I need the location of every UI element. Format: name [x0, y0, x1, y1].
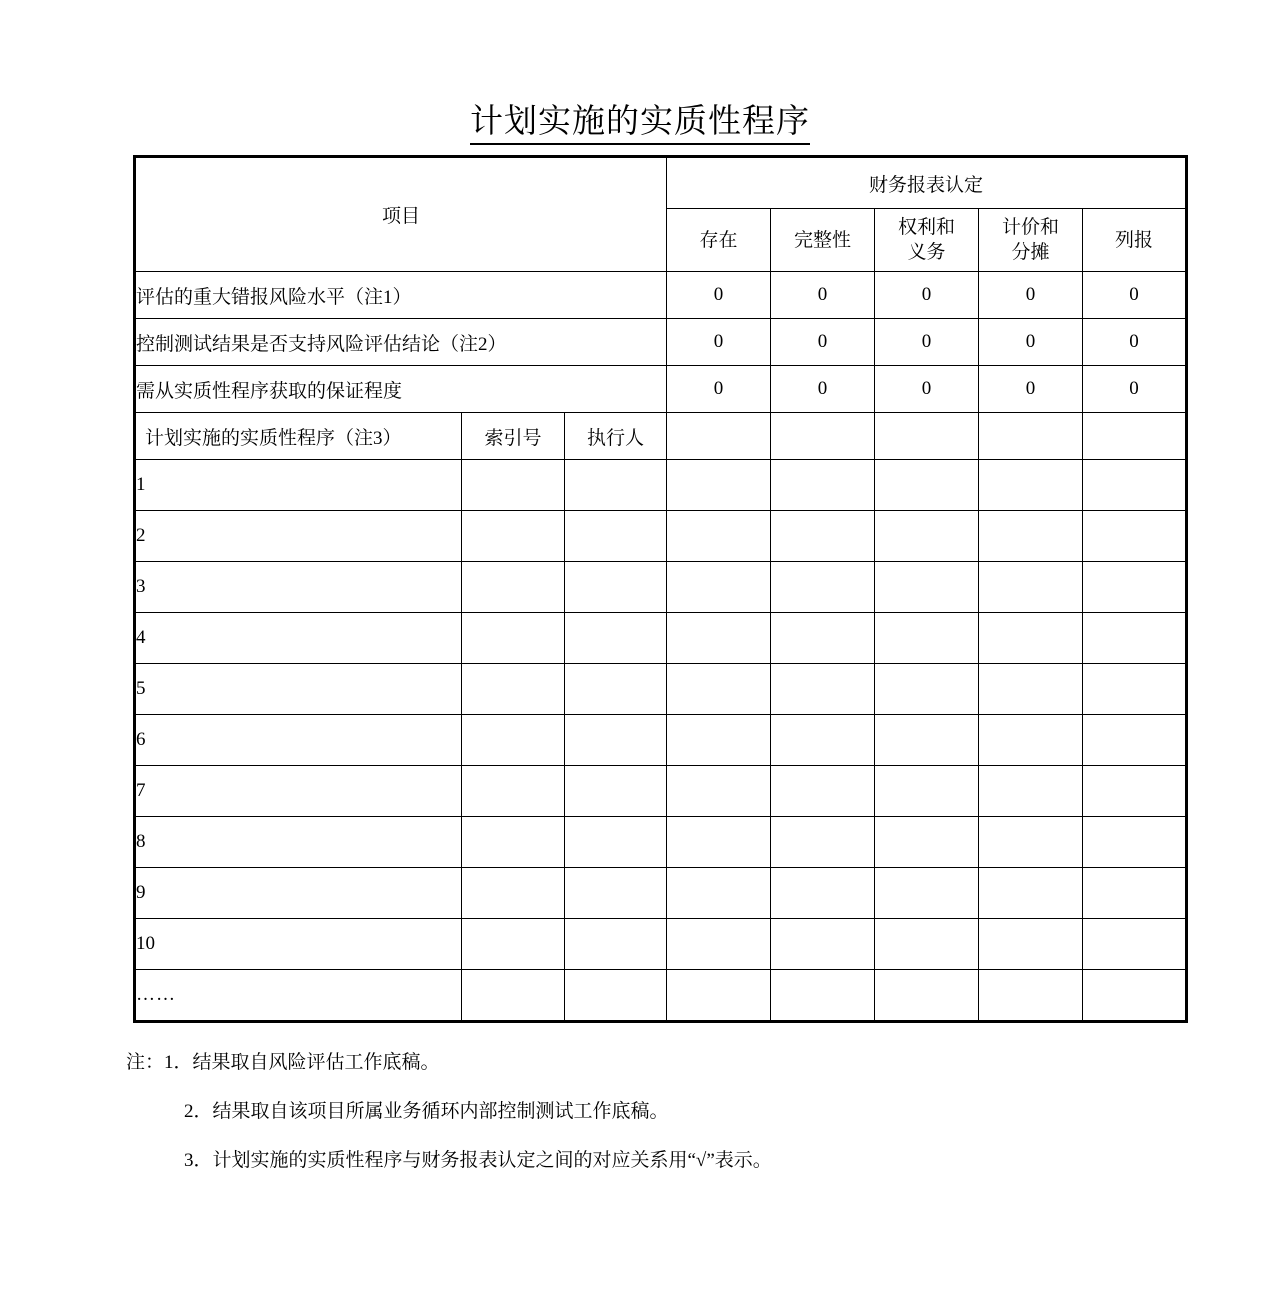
procedure-row-rights[interactable]: [875, 511, 979, 562]
procedure-row-valuation[interactable]: [979, 460, 1083, 511]
table-row: [135, 366, 1187, 413]
procedure-row-number[interactable]: 9: [135, 868, 462, 919]
procedure-row-valuation[interactable]: [979, 868, 1083, 919]
notes-label: 注：: [126, 1052, 165, 1073]
procedure-row-valuation[interactable]: [979, 766, 1083, 817]
procedure-row-existence[interactable]: [667, 511, 771, 562]
procedure-row-presentation[interactable]: [1083, 868, 1187, 919]
procedure-row-performer[interactable]: [565, 613, 667, 664]
row-label-control-test-support: 控制测试结果是否支持风险评估结论（注2）: [135, 319, 667, 366]
header-performer: 执行人: [565, 413, 667, 460]
procedure-row-existence[interactable]: [667, 460, 771, 511]
header-assertion-valuation-allocation: [979, 209, 1083, 272]
procedure-row-presentation[interactable]: [1083, 817, 1187, 868]
procedure-row-performer[interactable]: [565, 715, 667, 766]
procedure-row-rights[interactable]: [875, 664, 979, 715]
row-label-assessed-rmm: 评估的重大错报风险水平（注1）: [135, 272, 667, 319]
table-row: [135, 460, 1187, 511]
page-title-wrapper: [0, 102, 1280, 145]
cell-assessed-rmm-rights[interactable]: 0: [875, 272, 979, 319]
header-assertion-presentation-line1: 列报: [1115, 229, 1154, 251]
header-assertion-rights-obligations-line1: 权利和: [898, 217, 956, 238]
row-label-assurance-needed: 需从实质性程序获取的保证程度: [135, 366, 667, 413]
procedure-row-number[interactable]: 7: [135, 766, 462, 817]
procedure-row-existence[interactable]: [667, 613, 771, 664]
procedure-row-valuation[interactable]: [979, 919, 1083, 970]
procedure-row-presentation[interactable]: [1083, 562, 1187, 613]
header-assertion-existence-line1: 存在: [699, 229, 738, 251]
procedure-row-rights[interactable]: [875, 817, 979, 868]
cell-control-test-rights[interactable]: 0: [875, 319, 979, 366]
cell-control-test-presentation[interactable]: 0: [1083, 319, 1187, 366]
procedure-row-completeness[interactable]: [771, 919, 875, 970]
header-assertion-rights-obligations-line2: 义务: [907, 242, 946, 263]
table-row: [135, 511, 1187, 562]
cell-assurance-existence[interactable]: 0: [667, 366, 771, 413]
procedure-row-number[interactable]: 2: [135, 511, 462, 562]
procedure-row-performer[interactable]: [565, 562, 667, 613]
procedure-row-index[interactable]: [462, 562, 565, 613]
procedure-row-presentation[interactable]: [1083, 511, 1187, 562]
substantive-procedures-table: [133, 155, 1188, 1023]
header-assertion-valuation-allocation-line1: 计价和: [1002, 217, 1060, 238]
table-row: [135, 664, 1187, 715]
procedure-row-completeness[interactable]: [771, 460, 875, 511]
procedure-row-existence[interactable]: [667, 664, 771, 715]
header-spacer-existence: [667, 413, 771, 460]
procedure-row-valuation[interactable]: [979, 613, 1083, 664]
procedure-row-valuation[interactable]: [979, 715, 1083, 766]
cell-assurance-presentation[interactable]: 0: [1083, 366, 1187, 413]
cell-control-test-valuation[interactable]: 0: [979, 319, 1083, 366]
procedure-row-rights[interactable]: [875, 970, 979, 1022]
procedure-row-existence[interactable]: [667, 868, 771, 919]
table-row: [135, 919, 1187, 970]
procedure-row-index[interactable]: [462, 868, 565, 919]
cell-assessed-rmm-completeness[interactable]: 0: [771, 272, 875, 319]
table-row: [135, 319, 1187, 366]
note-3-text: 3．计划实施的实质性程序与财务报表认定之间的对应关系用“√”表示。: [184, 1150, 772, 1171]
procedure-row-completeness[interactable]: [771, 613, 875, 664]
table-row: [135, 272, 1187, 319]
procedure-row-rights[interactable]: [875, 562, 979, 613]
table-row: [135, 715, 1187, 766]
cell-assessed-rmm-existence[interactable]: 0: [667, 272, 771, 319]
substantive-procedures-table-wrapper: [133, 155, 1185, 1023]
procedure-row-index[interactable]: [462, 511, 565, 562]
procedure-row-performer[interactable]: [565, 817, 667, 868]
procedure-row-number[interactable]: 6: [135, 715, 462, 766]
notes-section: [126, 1050, 1206, 1197]
procedure-row-completeness[interactable]: [771, 817, 875, 868]
procedure-row-performer[interactable]: [565, 868, 667, 919]
procedure-row-valuation[interactable]: [979, 562, 1083, 613]
procedure-row-index[interactable]: [462, 460, 565, 511]
procedure-row-existence[interactable]: [667, 919, 771, 970]
procedure-row-completeness[interactable]: [771, 511, 875, 562]
procedure-row-presentation[interactable]: [1083, 766, 1187, 817]
header-item-column: 项目: [135, 157, 667, 272]
procedure-row-index[interactable]: [462, 715, 565, 766]
procedure-row-index[interactable]: [462, 919, 565, 970]
cell-control-test-completeness[interactable]: 0: [771, 319, 875, 366]
procedure-row-performer[interactable]: [565, 766, 667, 817]
header-assertion-completeness: [771, 209, 875, 272]
table-row: [135, 766, 1187, 817]
procedure-row-valuation[interactable]: [979, 817, 1083, 868]
note-line-2: [126, 1099, 1206, 1125]
header-assertion-presentation: [1083, 209, 1187, 272]
procedure-row-existence[interactable]: [667, 562, 771, 613]
header-assertion-rights-obligations: [875, 209, 979, 272]
procedure-row-existence[interactable]: [667, 817, 771, 868]
procedure-row-existence[interactable]: [667, 970, 771, 1022]
procedure-row-number[interactable]: 1: [135, 460, 462, 511]
procedure-row-completeness[interactable]: [771, 970, 875, 1022]
procedure-row-rights[interactable]: [875, 613, 979, 664]
note-2-text: 2．结果取自该项目所属业务循环内部控制测试工作底稿。: [184, 1101, 669, 1122]
header-assertion-completeness-line1: 完整性: [794, 229, 852, 251]
procedure-row-presentation[interactable]: [1083, 460, 1187, 511]
procedure-row-presentation[interactable]: [1083, 664, 1187, 715]
procedure-row-completeness[interactable]: [771, 715, 875, 766]
table-row: [135, 613, 1187, 664]
procedure-row-number[interactable]: 8: [135, 817, 462, 868]
cell-assessed-rmm-valuation[interactable]: 0: [979, 272, 1083, 319]
procedure-row-index[interactable]: [462, 766, 565, 817]
procedure-row-rights[interactable]: [875, 460, 979, 511]
procedure-row-index[interactable]: [462, 817, 565, 868]
procedure-row-completeness[interactable]: [771, 868, 875, 919]
procedure-row-rights[interactable]: [875, 766, 979, 817]
header-spacer-presentation: [1083, 413, 1187, 460]
procedure-row-rights[interactable]: [875, 868, 979, 919]
procedure-row-number[interactable]: 3: [135, 562, 462, 613]
note-line-1: [126, 1050, 1206, 1076]
header-assertion-existence: [667, 209, 771, 272]
table-header-row-group: [135, 157, 1187, 209]
procedure-row-presentation[interactable]: [1083, 715, 1187, 766]
note-1-text: 1．结果取自风险评估工作底稿。: [164, 1052, 440, 1073]
procedure-row-presentation[interactable]: [1083, 613, 1187, 664]
procedure-row-index[interactable]: [462, 664, 565, 715]
table-row: [135, 562, 1187, 613]
procedure-row-performer[interactable]: [565, 919, 667, 970]
page-title: 计划实施的实质性程序: [470, 102, 810, 145]
header-assertion-valuation-allocation-line2: 分摊: [1011, 242, 1050, 263]
note-line-3: [126, 1148, 1206, 1174]
procedure-row-performer[interactable]: [565, 460, 667, 511]
table-row: [135, 817, 1187, 868]
procedure-subheader-row: [135, 413, 1187, 460]
header-index-no: 索引号: [462, 413, 565, 460]
procedure-row-number[interactable]: 10: [135, 919, 462, 970]
procedure-row-number[interactable]: 4: [135, 613, 462, 664]
procedure-row-index[interactable]: [462, 970, 565, 1022]
procedure-row-ellipsis: ……: [135, 970, 462, 1022]
header-spacer-valuation: [979, 413, 1083, 460]
procedure-row-valuation[interactable]: [979, 970, 1083, 1022]
procedure-row-completeness[interactable]: [771, 562, 875, 613]
procedure-row-presentation[interactable]: [1083, 970, 1187, 1022]
table-row: [135, 868, 1187, 919]
header-spacer-completeness: [771, 413, 875, 460]
procedure-row-performer[interactable]: [565, 970, 667, 1022]
procedure-row-completeness[interactable]: [771, 664, 875, 715]
procedure-row-existence[interactable]: [667, 766, 771, 817]
header-assertions-group: 财务报表认定: [667, 157, 1187, 209]
procedure-row-existence[interactable]: [667, 715, 771, 766]
cell-assessed-rmm-presentation[interactable]: 0: [1083, 272, 1187, 319]
procedure-row-valuation[interactable]: [979, 511, 1083, 562]
header-spacer-rights: [875, 413, 979, 460]
table-body: [135, 157, 1187, 1022]
procedure-row-number[interactable]: 5: [135, 664, 462, 715]
cell-assurance-rights[interactable]: 0: [875, 366, 979, 413]
procedure-row-performer[interactable]: [565, 511, 667, 562]
procedure-row-performer[interactable]: [565, 664, 667, 715]
cell-assurance-completeness[interactable]: 0: [771, 366, 875, 413]
table-row: [135, 970, 1187, 1022]
header-planned-procedures: 计划实施的实质性程序（注3）: [135, 413, 462, 460]
procedure-row-index[interactable]: [462, 613, 565, 664]
procedure-row-completeness[interactable]: [771, 766, 875, 817]
procedure-row-rights[interactable]: [875, 919, 979, 970]
cell-control-test-existence[interactable]: 0: [667, 319, 771, 366]
procedure-row-rights[interactable]: [875, 715, 979, 766]
procedure-row-presentation[interactable]: [1083, 919, 1187, 970]
cell-assurance-valuation[interactable]: 0: [979, 366, 1083, 413]
procedure-row-valuation[interactable]: [979, 664, 1083, 715]
